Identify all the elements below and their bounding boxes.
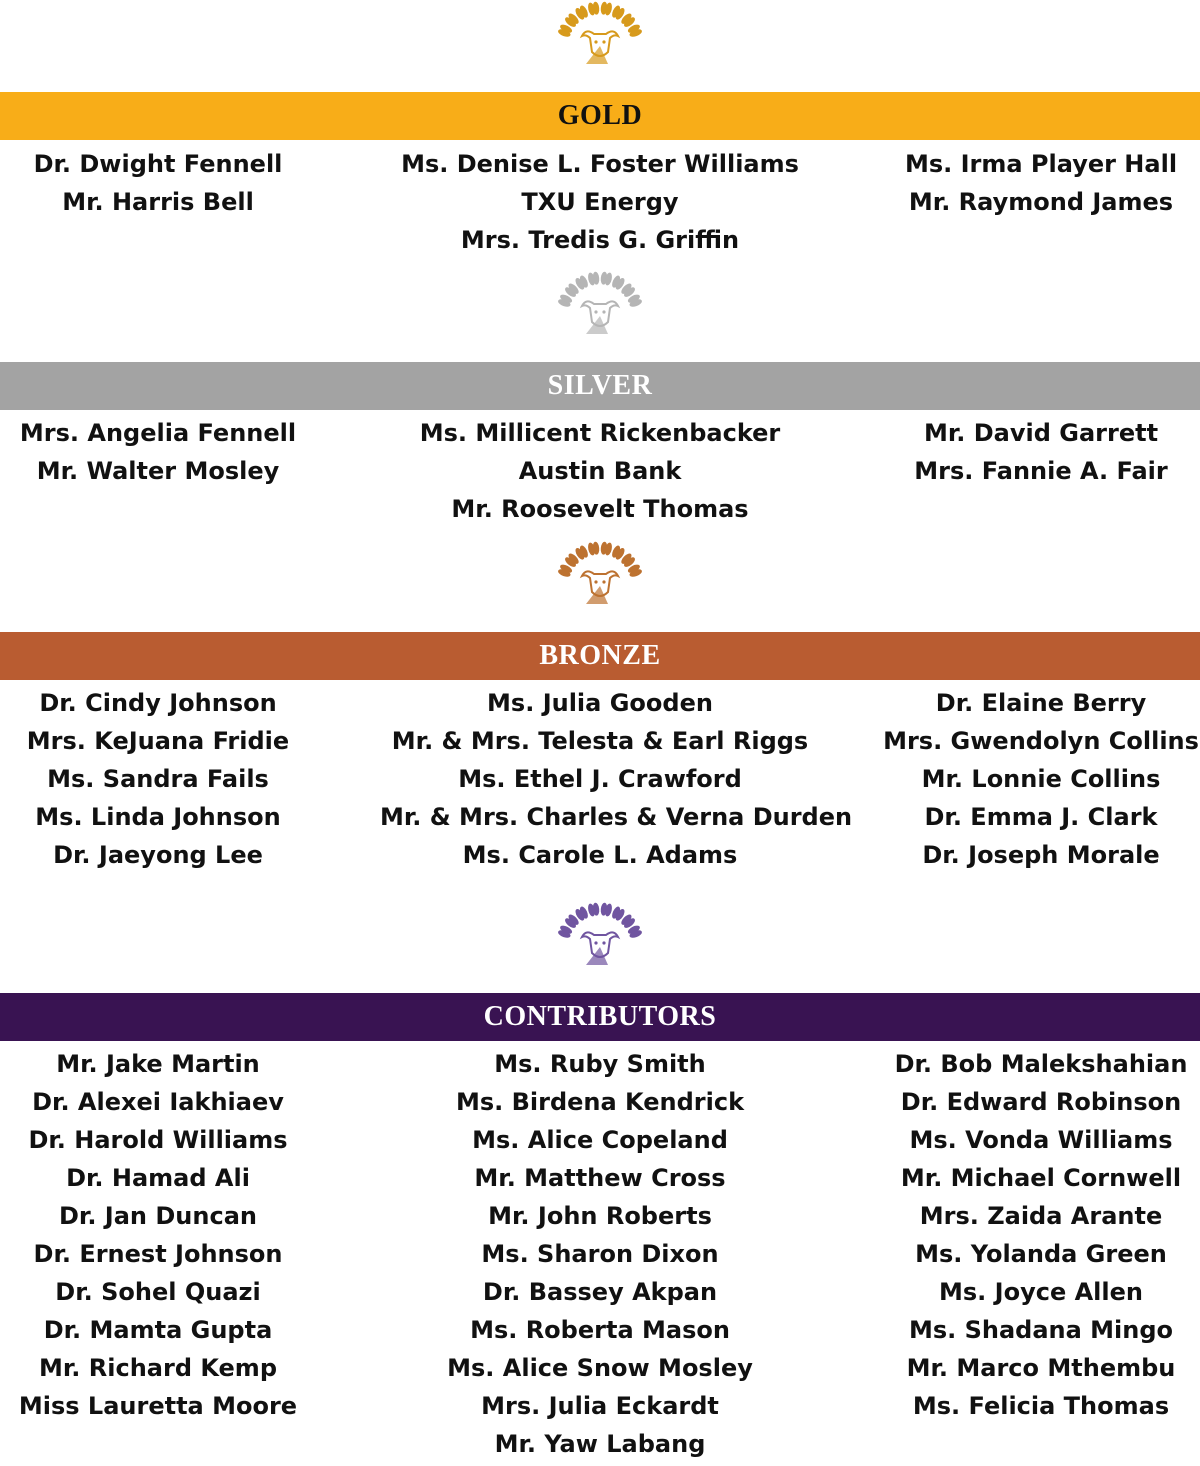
- donor-name: Ms. Sharon Dixon: [481, 1240, 719, 1268]
- gold-column-left: [0, 145, 378, 221]
- gold-band: [0, 92, 1200, 140]
- bronze-column-center: [380, 684, 853, 874]
- donor-name: Dr. Ernest Johnson: [33, 1240, 283, 1268]
- donor-name: Austin Bank: [518, 457, 682, 485]
- donor-name: Ms. Joyce Allen: [939, 1278, 1143, 1306]
- donor-name: Ms. Yolanda Green: [915, 1240, 1167, 1268]
- donor-name: Mrs. Angelia Fennell: [19, 419, 297, 447]
- donor-name: Dr. Mamta Gupta: [43, 1316, 273, 1344]
- donor-name: Dr. Bob Malekshahian: [894, 1050, 1188, 1078]
- donor-name: Mr. John Roberts: [488, 1202, 712, 1230]
- gold-column-right: [821, 145, 1200, 221]
- donor-name: Mr. & Mrs. Charles & Verna Durden: [380, 803, 853, 831]
- donor-name: Mr. Lonnie Collins: [921, 765, 1161, 793]
- donor-name: Dr. Elaine Berry: [935, 689, 1147, 717]
- laurel-wreath-bull-icon: [550, 270, 650, 362]
- donor-name: Mr. Jake Martin: [56, 1050, 260, 1078]
- gold-column-center: [380, 145, 820, 259]
- donor-name: Miss Lauretta Moore: [18, 1392, 298, 1420]
- donor-name: Mrs. KeJuana Fridie: [26, 727, 290, 755]
- bronze-band: [0, 632, 1200, 680]
- donor-name: Dr. Dwight Fennell: [33, 150, 283, 178]
- gold-emblem: [550, 0, 650, 92]
- donor-name: Mr. Roosevelt Thomas: [451, 495, 749, 523]
- donor-name: Ms. Felicia Thomas: [912, 1392, 1170, 1420]
- donor-name: Ms. Birdena Kendrick: [455, 1088, 745, 1116]
- donor-name: Ms. Ethel J. Crawford: [458, 765, 742, 793]
- contributors-band: [0, 993, 1200, 1041]
- donor-name: Mrs. Julia Eckardt: [481, 1392, 719, 1420]
- laurel-wreath-bull-icon: [550, 901, 650, 993]
- donor-name: Mr. Matthew Cross: [474, 1164, 726, 1192]
- donor-name: Mr. Harris Bell: [62, 188, 254, 216]
- contributors-column-right: [821, 1045, 1200, 1425]
- donor-name: Mr. Walter Mosley: [36, 457, 280, 485]
- donor-name: Dr. Emma J. Clark: [924, 803, 1158, 831]
- donor-name: Ms. Linda Johnson: [35, 803, 281, 831]
- donor-name: Dr. Alexei Iakhiaev: [32, 1088, 284, 1116]
- silver-column-right: [821, 414, 1200, 490]
- laurel-wreath-bull-icon: [550, 0, 650, 92]
- donor-name: Mr. Raymond James: [908, 188, 1174, 216]
- donor-name: Ms. Denise L. Foster Williams: [401, 150, 799, 178]
- donor-name: Dr. Harold Williams: [28, 1126, 288, 1154]
- donor-name: Dr. Jan Duncan: [59, 1202, 257, 1230]
- donor-name: Ms. Sandra Fails: [47, 765, 269, 793]
- donor-name: Dr. Joseph Morale: [922, 841, 1160, 869]
- donor-name: Mrs. Zaida Arante: [919, 1202, 1163, 1230]
- donor-name: Ms. Ruby Smith: [494, 1050, 706, 1078]
- donor-name: Dr. Edward Robinson: [900, 1088, 1182, 1116]
- donor-name: Ms. Carole L. Adams: [462, 841, 738, 869]
- laurel-wreath-bull-icon: [550, 540, 650, 632]
- silver-column-left: [0, 414, 378, 490]
- donor-name: Mr. Richard Kemp: [39, 1354, 277, 1382]
- silver-band: [0, 362, 1200, 410]
- section-title-gold: GOLD: [557, 100, 643, 131]
- contributors-emblem: [550, 901, 650, 993]
- donor-name: Mrs. Tredis G. Griffin: [460, 226, 740, 254]
- donor-name: Mrs. Gwendolyn Collins: [883, 727, 1199, 755]
- section-title-contributors: CONTRIBUTORS: [483, 1001, 717, 1032]
- donor-name: Ms. Alice Copeland: [472, 1126, 728, 1154]
- donor-name: Mr. & Mrs. Telesta & Earl Riggs: [391, 727, 809, 755]
- donor-name: Dr. Cindy Johnson: [39, 689, 277, 717]
- donor-name: Ms. Roberta Mason: [470, 1316, 730, 1344]
- donor-name: Mrs. Fannie A. Fair: [914, 457, 1168, 485]
- donor-name: Ms. Alice Snow Mosley: [447, 1354, 753, 1382]
- donor-name: Ms. Shadana Mingo: [908, 1316, 1174, 1344]
- bronze-emblem: [550, 540, 650, 632]
- contributors-column-center: [380, 1045, 820, 1463]
- donor-name: Dr. Hamad Ali: [66, 1164, 250, 1192]
- donor-name: Mr. David Garrett: [923, 419, 1159, 447]
- donor-name: Mr. Michael Cornwell: [900, 1164, 1182, 1192]
- silver-emblem: [550, 270, 650, 362]
- donor-name: Dr. Sohel Quazi: [55, 1278, 261, 1306]
- contributors-column-left: [0, 1045, 378, 1425]
- donor-name: Ms. Julia Gooden: [487, 689, 713, 717]
- donor-name: Ms. Vonda Williams: [909, 1126, 1173, 1154]
- donor-name: TXU Energy: [521, 188, 679, 216]
- section-title-silver: SILVER: [547, 370, 653, 401]
- donor-name: Mr. Marco Mthembu: [906, 1354, 1176, 1382]
- donor-name: Dr. Jaeyong Lee: [53, 841, 263, 869]
- bronze-column-right: [821, 684, 1200, 874]
- donor-name: Mr. Yaw Labang: [494, 1430, 706, 1458]
- donor-name: Dr. Bassey Akpan: [482, 1278, 718, 1306]
- section-title-bronze: BRONZE: [539, 640, 661, 671]
- donor-name: Ms. Millicent Rickenbacker: [419, 419, 781, 447]
- silver-column-center: [380, 414, 820, 528]
- bronze-column-left: [0, 684, 378, 874]
- donor-name: Ms. Irma Player Hall: [904, 150, 1178, 178]
